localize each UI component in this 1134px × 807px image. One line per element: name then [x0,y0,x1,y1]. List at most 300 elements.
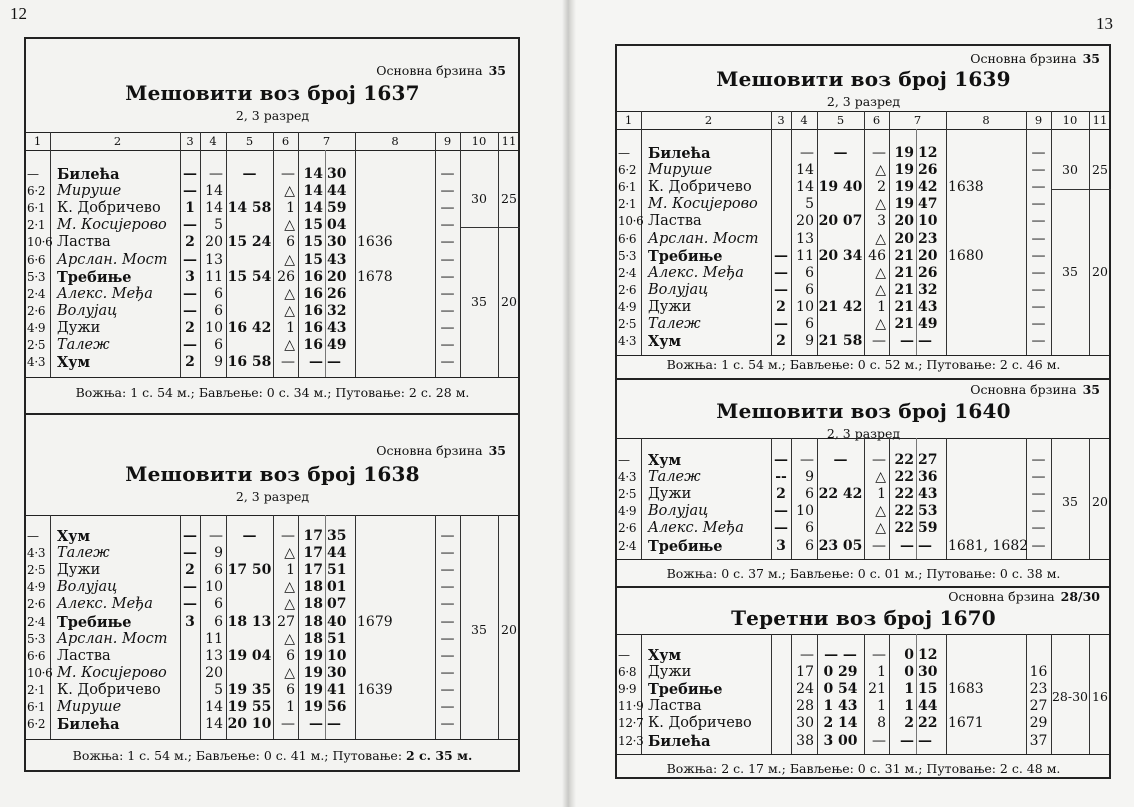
run-minutes: — [209,166,223,182]
station-row [25,596,520,613]
col-9: — [1031,247,1046,264]
stop-minutes: △ [284,251,295,268]
departure-minute: 12 [918,145,938,161]
col-9: — [1031,145,1046,161]
departure-hour: 21 [894,281,914,298]
arrival-time: 20 07 [818,213,863,230]
departure-minute: 43 [327,319,347,336]
arrival-time: 19 35 [227,681,272,698]
station-row [25,665,520,682]
run-minutes: 14 [205,200,223,217]
col-9: — [440,183,455,200]
station-row [25,614,520,631]
departure-hour: 1 [904,698,914,715]
departure-hour: 15 [303,217,323,234]
departure-hour: 2 [904,715,914,732]
departure-minute: 26 [327,285,347,302]
departure-minute: 44 [327,545,347,562]
station-name: Мируше [57,183,122,200]
distance-km: 6·2 [27,184,46,199]
station-row [25,183,520,200]
stop-minutes: 27 [277,613,295,630]
station-name: Хум [57,528,91,545]
station-name: К. Добричево [648,179,752,196]
departure-minute: 59 [918,520,938,537]
col-9: — [440,251,455,268]
departure-hour: 1 [904,681,914,698]
stop-minutes: 1 [286,319,295,336]
departure-hour: 19 [303,664,323,681]
col-9: 27 [1029,698,1048,715]
stop-minutes: 1 [877,486,886,503]
departure-hour: 21 [894,247,914,264]
arrival-time: 16 42 [227,319,272,336]
travel-summary: Вожња: 0 с. 37 м.; Бављење: 0 с. 01 м.; Путовање: 0 с. 38 м. [666,565,1061,581]
col-3: 2 [776,333,786,350]
station-name: Хум [648,647,682,664]
departure-minute: 26 [918,162,938,179]
run-minutes: 6 [214,285,223,302]
distance-km: 6·6 [618,231,637,246]
departure-minute: — [918,732,932,749]
departure-hour: 19 [894,196,914,213]
stop-minutes: 2 [877,179,886,196]
station-name: Алекс. Међа [648,520,744,537]
stop-minutes: △ [284,285,295,302]
stop-minutes: 21 [868,681,886,698]
departure-hour: 16 [303,337,323,353]
station-name: Алекс. Међа [57,285,153,302]
column-number: 9 [1034,113,1043,127]
stop-minutes: 1 [877,698,886,715]
col-3: 2 [776,298,786,315]
speed-col-10: 30 [471,191,487,207]
col-3: 3 [185,613,195,630]
col-9: — [440,630,455,647]
departure-minute: 43 [327,251,347,268]
distance-km: 2·5 [618,317,637,331]
run-minutes: 30 [796,715,814,732]
run-minutes: 6 [805,537,814,554]
stop-minutes: 6 [286,647,295,664]
station-name: Алекс. Међа [57,596,153,613]
col-9: — [440,234,455,251]
arrival-time: 19 04 [227,647,272,664]
run-minutes: — [800,452,814,468]
travel-summary: Вожња: 1 с. 54 м.; Бављење: 0 с. 34 м.; Путовање: 2 с. 28 м. [75,385,470,401]
arrival-time: 2 14 [823,715,858,732]
stop-minutes: — [281,528,295,544]
col-9: — [1031,281,1046,298]
station-name: Волујац [648,281,709,298]
distance-km: 2·4 [27,614,46,629]
departure-minute: 04 [327,217,347,234]
base-speed-value: 35 [488,63,506,78]
distance-km: 5·3 [27,631,46,646]
station-row [616,452,1111,469]
col-9: — [440,319,455,336]
train-title: Мешовити воз број 1639 [716,67,1011,91]
station-row [25,303,520,320]
stop-minutes: — [281,354,295,371]
departure-hour: 21 [894,298,914,315]
connecting-train: 1679 [357,613,393,630]
station-name: Билећа [57,166,120,183]
departure-hour: 21 [894,316,914,332]
run-minutes: 13 [796,230,814,247]
distance-km: 2·6 [27,597,46,612]
base-speed-label: Основна брзина [376,443,483,458]
departure-minute: — [327,354,341,371]
distance-km: 2·1 [27,682,46,697]
col-3: 2 [185,234,195,251]
departure-hour: 19 [303,699,323,715]
distance-km: 2·5 [618,487,637,502]
arrival-time: 23 05 [818,537,863,554]
distance-km: 6·8 [618,665,637,680]
run-minutes: 10 [205,319,223,336]
col-9: — [440,699,455,715]
stop-minutes: — [872,333,886,350]
column-number: 11 [501,134,517,148]
departure-minute: 53 [918,503,938,520]
departure-minute: 30 [918,664,938,681]
station-row [616,664,1111,681]
col-9: — [1031,503,1046,520]
speed-col-10: 30 [1062,161,1078,177]
departure-minute: 42 [918,179,938,196]
run-minutes: 6 [805,316,814,332]
col-3: -- [775,469,787,486]
departure-hour: 17 [303,562,323,579]
departure-hour: 19 [894,179,914,196]
station-row [25,217,520,234]
t1638-section [25,408,520,772]
departure-hour: — [309,354,323,371]
connecting-train: 1671 [948,715,984,732]
run-minutes: 9 [214,545,223,562]
col-9: — [440,302,455,319]
connecting-train: 1639 [357,681,393,698]
station-row [25,699,520,716]
arrival-time: 20 34 [818,247,863,264]
distance-km: 2·5 [27,563,46,578]
station-name: Мируше [648,162,713,179]
distance-km: 6·1 [618,180,637,195]
departure-hour: 18 [303,596,323,613]
station-row [616,299,1111,316]
run-minutes: 14 [205,183,223,200]
station-row [616,715,1111,732]
col-9: — [440,613,455,630]
distance-km: 5·3 [27,269,46,284]
departure-minute: 30 [327,166,347,182]
base-speed-value: 35 [1082,382,1100,397]
station-row [616,333,1111,350]
departure-hour: 18 [303,579,323,596]
departure-hour: 19 [894,145,914,161]
run-minutes: 6 [214,337,223,353]
distance-km: 6·1 [27,201,46,216]
station-row [616,647,1111,664]
col-3: — [774,316,788,332]
run-minutes: 5 [214,217,223,234]
run-minutes: 6 [214,613,223,630]
column-number: 2 [113,134,122,148]
col-9: — [440,268,455,285]
departure-hour: 19 [303,647,323,664]
stop-minutes: 1 [877,664,886,681]
station-row [25,354,520,371]
station-name: Хум [57,354,91,372]
t1639-section [616,45,1111,380]
arrival-time: 19 55 [227,699,272,715]
speed-col-11: 25 [501,191,517,207]
stop-minutes: — [872,647,886,663]
col-9: — [1031,486,1046,503]
arrival-time: 0 29 [823,664,858,681]
run-minutes: 9 [805,333,814,350]
speed-col-10: 35 [1062,494,1078,510]
departure-minute: 44 [327,183,347,200]
stop-minutes: 6 [286,234,295,251]
col-9: — [1031,213,1046,230]
column-number: 1 [624,113,633,127]
station-name: Ластва [57,234,111,251]
class-subtitle: 2, 3 разред [235,108,310,123]
departure-minute: 40 [327,613,347,630]
station-name: Талеж [648,316,701,332]
station-name: Требиње [57,268,132,286]
col-9: — [1031,179,1046,196]
col-3: 1 [185,200,195,217]
departure-minute: 47 [918,196,938,213]
station-row [616,231,1111,248]
station-name: Ластва [648,698,702,715]
station-name: Талеж [57,545,110,562]
arrival-time: — [242,166,257,182]
distance-km: 2·4 [618,265,637,280]
departure-minute: 20 [918,247,938,264]
col-3: 2 [185,354,195,371]
class-subtitle: 2, 3 разред [826,426,901,441]
stop-minutes: — [872,452,886,468]
speed-col-11: 16 [1092,689,1108,705]
col-3: — [183,285,197,302]
col-3: — [774,281,788,298]
distance-km: 10·6 [27,235,53,250]
distance-km: 2·5 [27,338,46,352]
arrival-time: 0 54 [823,681,858,698]
arrival-time: 19 40 [818,179,863,196]
run-minutes: 10 [796,298,814,315]
column-number: 3 [777,113,785,127]
stop-minutes: 1 [286,699,295,715]
distance-km: — [618,648,630,662]
train-title: Мешовити воз број 1637 [125,81,420,105]
connecting-train: 1683 [948,681,984,698]
column-number: 10 [1062,113,1078,127]
departure-hour: — [900,537,914,554]
col-9: — [1031,469,1046,486]
distance-km: — [27,167,39,181]
departure-minute: 01 [327,579,347,596]
col-3: 3 [185,268,195,285]
station-name: Мируше [57,699,122,715]
speed-col-10: 35 [471,293,487,309]
arrival-time: 3 00 [823,732,858,749]
distance-km: 2·4 [618,538,637,553]
run-minutes: 13 [205,251,223,268]
distance-km: 6·2 [27,717,46,732]
station-name: Билећа [648,145,711,162]
page-number-left: 12 [10,4,27,23]
departure-hour: 22 [894,452,914,468]
distance-km: 10·6 [27,665,53,680]
station-name: Требиње [648,247,723,265]
table-bottom-rule [616,754,1111,755]
departure-minute: 56 [327,699,347,715]
run-minutes: 38 [796,732,814,749]
station-name: Хум [648,452,682,469]
col-3: — [183,579,197,596]
station-row [616,503,1111,520]
distance-km: 10·6 [618,214,644,229]
col-3: — [774,247,788,264]
departure-minute: 20 [327,268,347,285]
stop-minutes: 1 [877,298,886,315]
station-row [25,562,520,579]
station-name: Алекс. Међа [648,264,744,281]
departure-minute: 07 [327,596,347,613]
departure-hour: 22 [894,503,914,520]
arrival-time: 17 50 [227,562,272,579]
stop-minutes: △ [875,469,886,486]
travel-summary: Вожња: 2 с. 17 м.; Бављење: 0 с. 31 м.; Путовање: 2 с. 48 м. [666,760,1061,776]
station-row [25,320,520,337]
speed-col-10: 35 [471,621,487,637]
departure-minute: 44 [918,698,938,715]
col-9: — [1031,520,1046,537]
distance-km: 2·4 [27,286,46,301]
col-3: — [774,264,788,281]
departure-minute: 36 [918,469,938,486]
connecting-train: 1681, 1682 [948,537,1029,554]
col-9: — [440,166,455,182]
departure-minute: 22 [918,715,938,732]
stop-minutes: △ [875,196,886,213]
table-bottom-rule [25,739,520,740]
departure-minute: — [918,537,932,554]
column-number: 9 [443,134,452,148]
col-9: — [1031,162,1046,179]
run-minutes: 6 [805,486,814,503]
col-3: — [183,251,197,268]
column-number: 4 [209,134,217,148]
stop-minutes: △ [875,281,886,298]
departure-hour: 22 [894,520,914,537]
column-number: 4 [800,113,808,127]
col-3: — [183,166,197,182]
departure-minute: 15 [918,681,938,698]
stop-minutes: △ [875,316,886,332]
departure-minute: 43 [918,486,938,503]
departure-hour: 16 [303,319,323,336]
col-3: 2 [185,562,195,579]
run-minutes: 10 [205,579,223,596]
station-name: Дужи [57,562,101,579]
stop-minutes: △ [284,183,295,200]
stop-minutes: 6 [286,681,295,698]
stop-minutes: — [872,537,886,554]
station-row [616,316,1111,333]
col-9: — [1031,452,1046,468]
station-row [616,265,1111,282]
station-name: Ластва [57,647,111,664]
column-number: 7 [913,113,922,127]
departure-minute: 59 [327,200,347,217]
base-speed-label: Основна брзина [376,63,483,78]
station-name: Талеж [648,469,701,486]
connecting-train: 1636 [357,234,393,251]
arrival-time: 22 42 [818,486,863,503]
departure-minute: 10 [918,213,938,230]
distance-km: 12·3 [618,733,644,748]
departure-minute: 35 [327,528,347,544]
run-minutes: 6 [214,562,223,579]
station-row [616,196,1111,213]
distance-km: 4·9 [27,320,46,335]
station-name: К. Добричево [57,200,161,217]
stop-minutes: △ [875,230,886,247]
distance-km: 4·9 [27,580,46,595]
col-9: — [440,664,455,681]
arrival-time: — — [824,647,857,663]
station-row [25,631,520,648]
station-name: Дужи [648,486,692,503]
distance-km: 12·7 [618,716,644,731]
run-minutes: 28 [796,698,814,715]
departure-minute: 51 [327,630,347,647]
stop-minutes: — [872,145,886,161]
col-9: 29 [1029,715,1048,732]
group-divider [1051,189,1111,190]
column-number: 8 [391,134,399,148]
run-minutes: 6 [805,520,814,537]
station-name: Билећа [648,732,711,750]
arrival-time: 21 58 [818,333,863,350]
distance-km: 4·3 [27,355,46,370]
distance-km: 2·6 [618,282,637,297]
run-minutes: 6 [214,596,223,613]
col-3: — [183,183,197,200]
departure-minute: — [918,333,932,350]
col-3: — [774,520,788,537]
col-9: — [1031,298,1046,315]
distance-km: — [618,146,630,160]
departure-hour: 14 [303,183,323,200]
run-minutes: 24 [796,681,814,698]
run-minutes: 14 [205,716,223,733]
distance-km: 4·3 [27,546,46,561]
distance-km: 2·6 [27,303,46,318]
station-row [616,213,1111,230]
base-speed [376,443,506,458]
departure-minute: 30 [327,664,347,681]
col-9: — [1031,333,1046,350]
stop-minutes: △ [284,630,295,647]
station-name: Волујац [57,302,118,319]
